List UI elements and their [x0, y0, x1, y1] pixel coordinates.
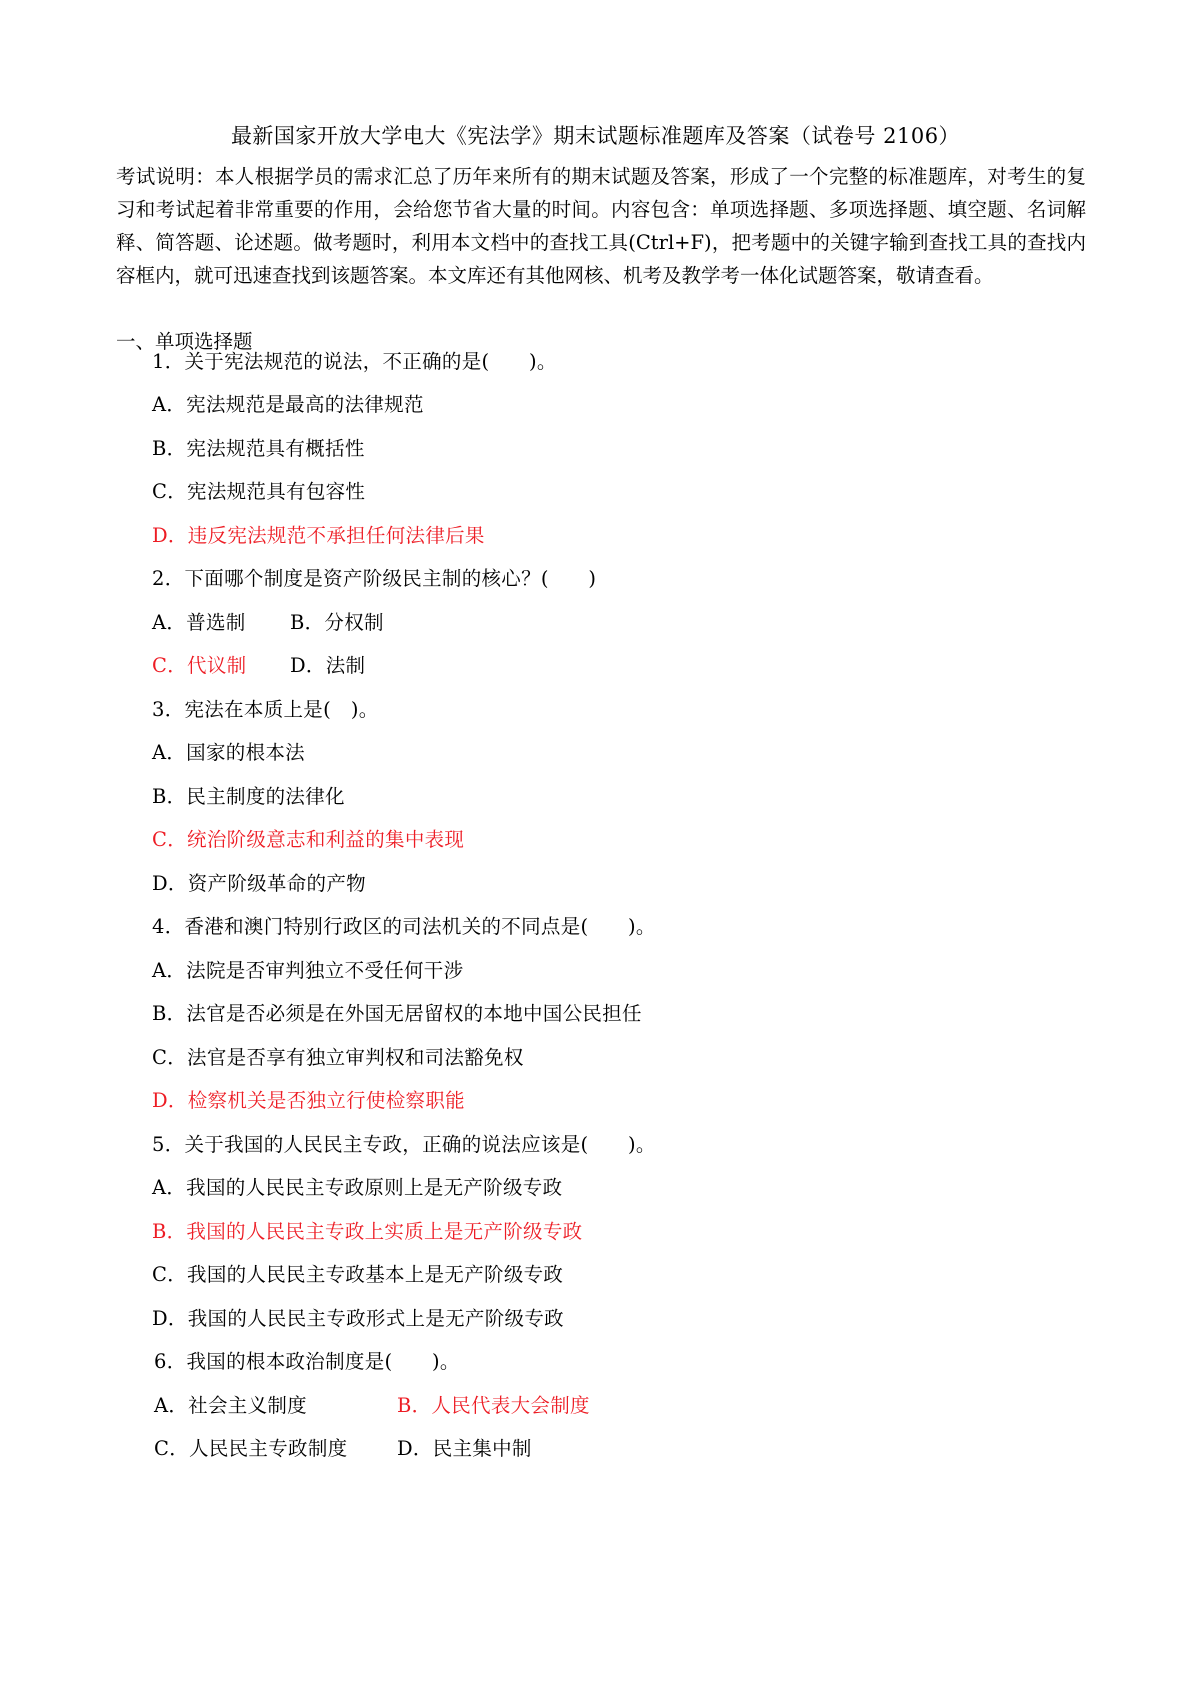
- question-1-option-a: A．宪法规范是最高的法律规范: [152, 393, 424, 416]
- question-1-stem: 1．关于宪法规范的说法，不正确的是( )。: [152, 350, 557, 373]
- question-5-option-c: C．我国的人民民主专政基本上是无产阶级专政: [152, 1263, 564, 1286]
- question-3-stem: 3．宪法在本质上是( )。: [152, 698, 379, 721]
- question-6-option-a: A．社会主义制度: [154, 1394, 307, 1417]
- question-5-option-a: A．我国的人民民主专政原则上是无产阶级专政: [152, 1176, 563, 1199]
- question-2-option-c-answer: C．代议制: [152, 654, 247, 677]
- document-title: 最新国家开放大学电大《宪法学》期末试题标准题库及答案（试卷号 2106）: [230, 124, 961, 148]
- question-6-option-d: D．民主集中制: [397, 1437, 532, 1460]
- question-1-option-c: C．宪法规范具有包容性: [152, 480, 366, 503]
- exam-instructions: 考试说明：本人根据学员的需求汇总了历年来所有的期末试题及答案，形成了一个完整的标准题库，对考生的复习和考试起着非常重要的作用，会给您节省大量的时间。内容包含：单项选择题、多项选择题、填空题、名词解释、简答题、论述题。做考题时，利用本文档中的查找工具(Ctrl+F)，把考题中的关键字输到查找工具的查找内容框内，就可迅速查找到该题答案。本文库还有其他网核、机考及教学考一体化试题答案，敬请查看。: [116, 165, 1086, 287]
- question-5-option-b-answer: B．我国的人民民主专政上实质上是无产阶级专政: [152, 1220, 583, 1243]
- question-3-option-b: B．民主制度的法律化: [152, 785, 345, 808]
- question-1-option-b: B．宪法规范具有概括性: [152, 437, 365, 460]
- question-3-option-a: A．国家的根本法: [152, 741, 305, 764]
- question-6-option-b-answer: B．人民代表大会制度: [397, 1394, 590, 1417]
- question-6-stem: 6．我国的根本政治制度是( )。: [154, 1350, 460, 1373]
- question-2-option-b: B．分权制: [290, 611, 384, 634]
- question-3-option-d: D．资产阶级革命的产物: [152, 872, 366, 895]
- question-4-stem: 4．香港和澳门特别行政区的司法机关的不同点是( )。: [152, 915, 656, 938]
- question-6-option-c: C．人民民主专政制度: [154, 1437, 348, 1460]
- question-4-option-b: B．法官是否必须是在外国无居留权的本地中国公民担任: [152, 1002, 642, 1025]
- question-4-option-d-answer: D．检察机关是否独立行使检察职能: [152, 1089, 465, 1112]
- question-4-option-c: C．法官是否享有独立审判权和司法豁免权: [152, 1046, 524, 1069]
- question-2-stem: 2．下面哪个制度是资产阶级民主制的核心？( ): [152, 567, 597, 590]
- question-2-option-d: D．法制: [290, 654, 366, 677]
- question-4-option-a: A．法院是否审判独立不受任何干涉: [152, 959, 464, 982]
- question-5-stem: 5．关于我国的人民民主专政，正确的说法应该是( )。: [152, 1133, 656, 1156]
- question-2-option-a: A．普选制: [152, 611, 246, 634]
- question-1-option-d-answer: D．违反宪法规范不承担任何法律后果: [152, 524, 485, 547]
- question-3-option-c-answer: C．统治阶级意志和利益的集中表现: [152, 828, 465, 851]
- question-5-option-d: D．我国的人民民主专政形式上是无产阶级专政: [152, 1307, 564, 1330]
- section-heading: 一、单项选择题: [116, 330, 253, 353]
